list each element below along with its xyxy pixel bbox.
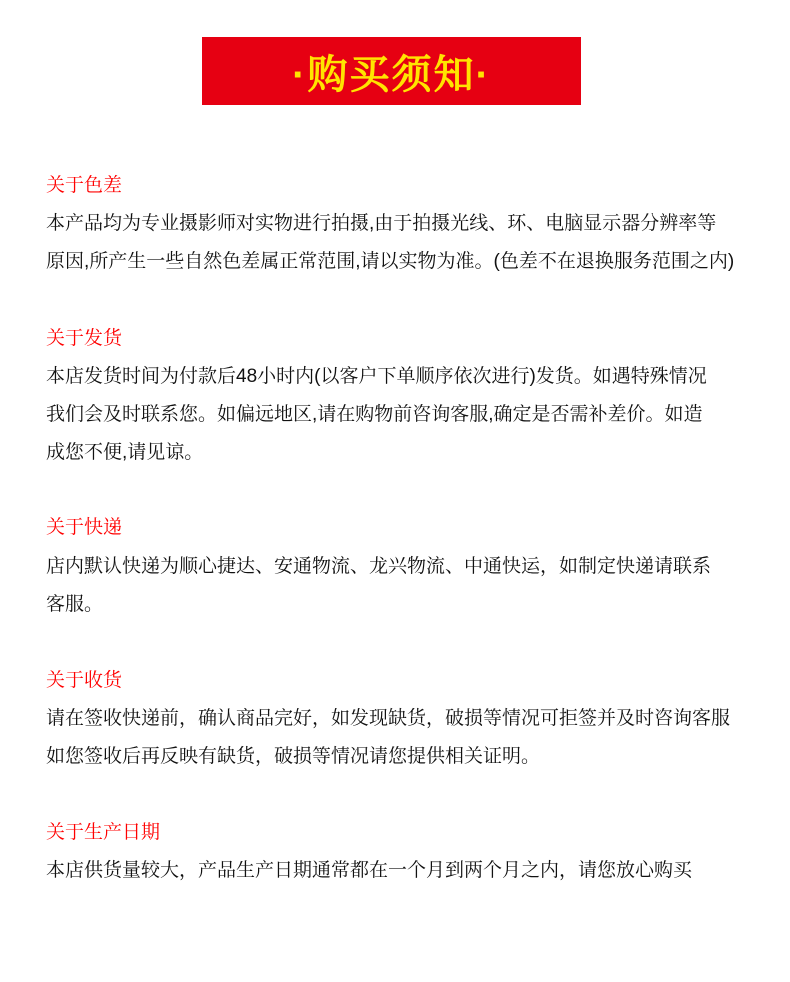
section-text-line: 店内默认快递为顺心捷达、安通物流、龙兴物流、中通快运，如制定快递请联系 [46,556,712,577]
section-text-line: 请在签收快递前，确认商品完好，如发现缺货，破损等情况可拒签并及时咨询客服 [46,708,731,729]
title-banner [202,37,581,105]
section-text-line: 本店供货量较大，产品生产日期通常都在一个月到两个月之内，请您放心购买 [46,860,693,881]
section-text-line: 原因,所产生一些自然色差属正常范围,请以实物为准。(色差不在退换服务范围之内) [46,251,735,272]
section-heading-production-date: 关于生产日期 [46,822,161,843]
section-heading-courier: 关于快递 [46,517,123,538]
section-text-line: 我们会及时联系您。如偏远地区,请在购物前咨询客服,确定是否需补差价。如造 [46,404,703,425]
section-text-line: 客服。 [46,594,104,615]
section-text-line: 本产品均为专业摄影师对实物进行拍摄,由于拍摄光线、环、电脑显示器分辨率等 [46,213,717,234]
section-text-line: 如您签收后再反映有缺货，破损等情况请您提供相关证明。 [46,746,541,767]
section-heading-shipping: 关于发货 [46,328,123,349]
section-heading-receiving: 关于收货 [46,670,123,691]
page-title: ·购买须知· [292,52,491,97]
section-text-line: 本店发货时间为付款后48小时内(以客户下单顺序依次进行)发货。如遇特殊情况 [46,366,707,387]
section-heading-color-difference: 关于色差 [46,175,123,196]
section-text-line: 成您不便,请见谅。 [46,442,204,463]
